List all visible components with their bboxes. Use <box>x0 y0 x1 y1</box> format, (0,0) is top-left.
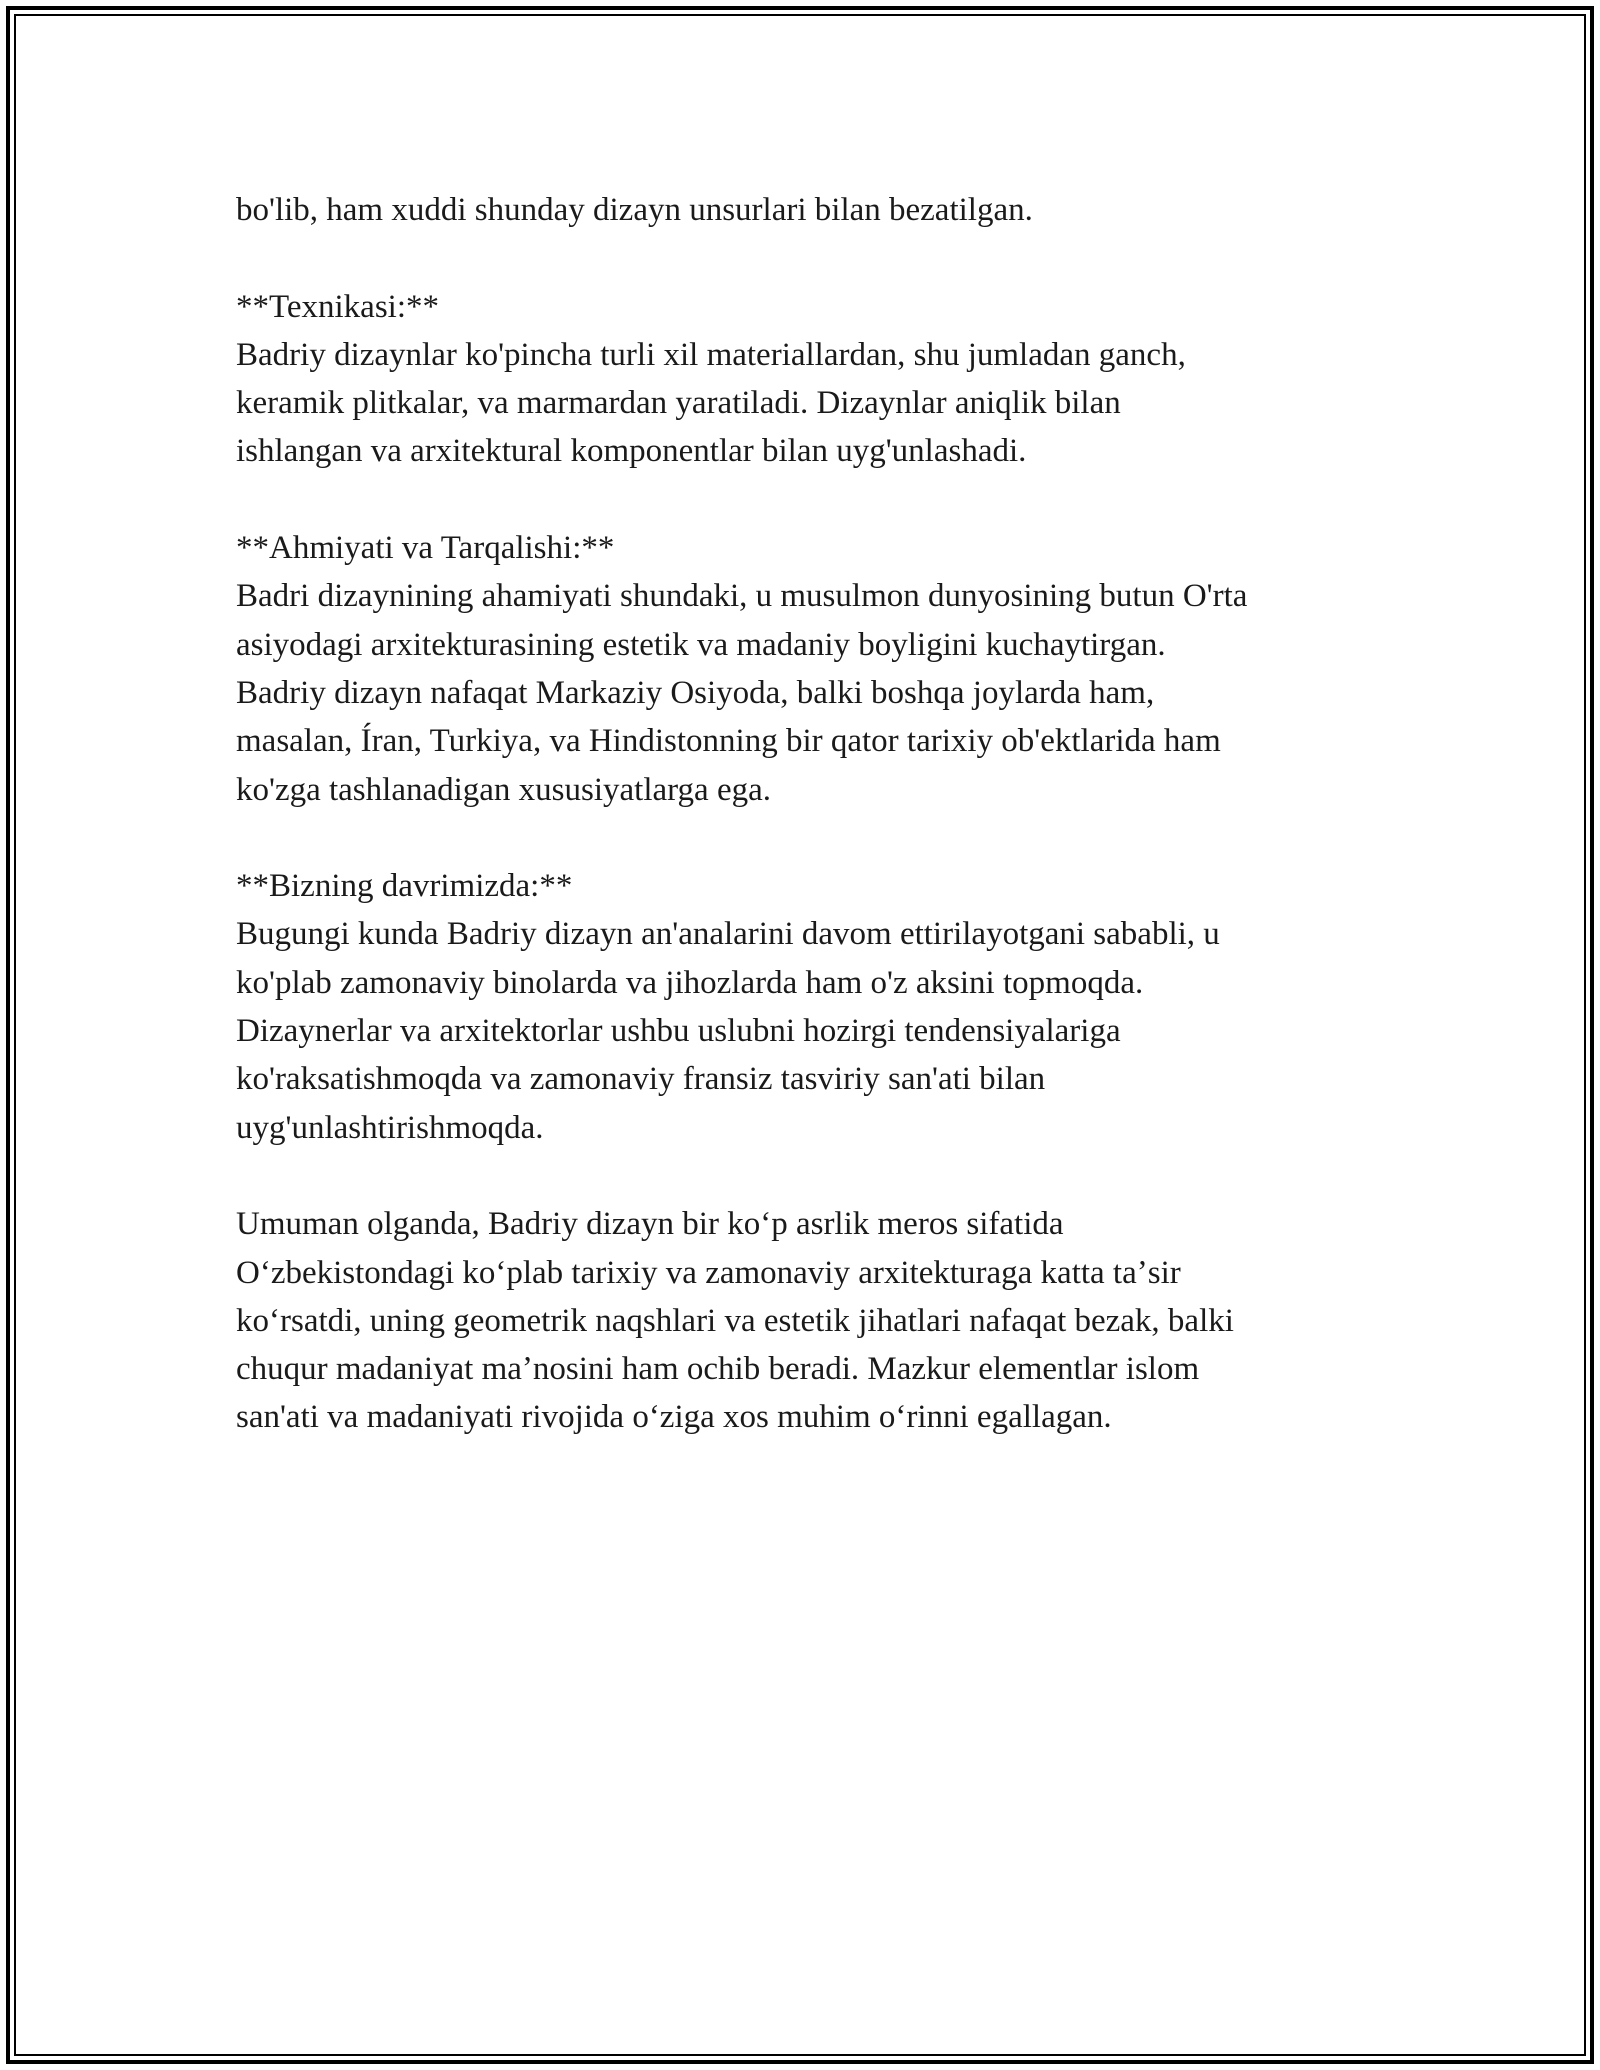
paragraph-continuation: bo'lib, ham xuddi shunday dizayn unsurlari bilan bezatilgan. <box>236 192 1033 228</box>
paragraph-conclusion: Umuman olganda, Badriy dizayn bir koʻp asrlik meros sifatida Oʻzbekistondagi koʻplab tarixiy va zamonaviy arxitekturaga katta taʼsir koʻrsatdi, uning geometrik naqshlari va estetik jihatlari nafaqat bezak, balki chuqur madaniyat maʼnosini ham ochib beradi. Mazkur elementlar islom san'ati va madaniyati rivojida oʻziga xos muhim oʻrinni egallagan. <box>236 1206 1234 1436</box>
document-body <box>236 186 1416 1442</box>
paragraph-texnikasi: **Texnikasi:** Badriy dizaynlar ko'pincha turli xil materiallardan, shu jumladan ganch, keramik plitkalar, va marmardan yaratiladi. Dizaynlar aniqlik bilan ishlangan va arxitektural komponentlar bilan uyg'unlashadi. <box>236 288 1186 470</box>
paragraph-bizning-davrimizda: **Bizning davrimizda:** Bugungi kunda Badriy dizayn an'analarini davom ettirilayotgani sababli, u ko'plab zamonaviy binolarda va jihozlarda ham o'z aksini topmoqda. Dizaynerlar va arxitektorlar ushbu uslubni hozirgi tendensiyalariga ko'raksatishmoqda va zamonaviy fransiz tasviriy san'ati bilan uyg'unlashtirishmoqda. <box>236 868 1220 1146</box>
paragraph-ahmiyati: **Ahmiyati va Tarqalishi:** Badri dizaynining ahamiyati shundaki, u musulmon dunyosining butun O'rta asiyodagi arxitekturasining estetik va madaniy boyligini kuchaytirgan. Badriy dizayn nafaqat Markaziy Osiyoda, balki boshqa joylarda ham, masalan, Íran, Turkiya, va Hindistonning bir qator tarixiy ob'ektlarida ham ko'zga tashlanadigan xususiyatlarga ega. <box>236 530 1248 808</box>
